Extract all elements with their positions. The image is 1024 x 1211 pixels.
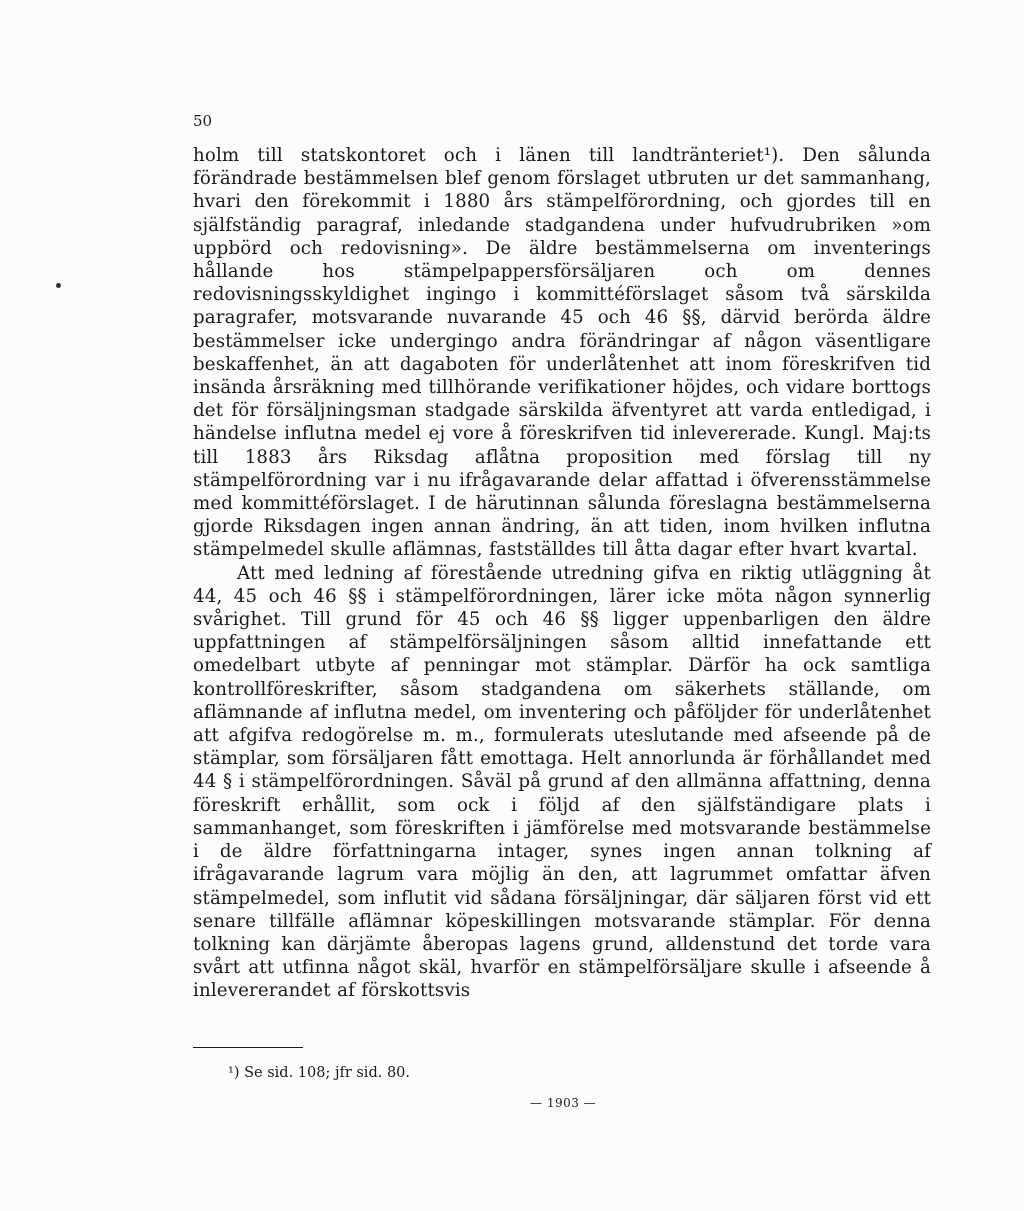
footnote-text: Se sid. 108; jfr sid. 80. — [244, 1065, 411, 1081]
paragraph-2: Att med ledning af förestående utredning gifva en riktig utläggning åt 44, 45 och 46 §§ i stämpelförordningen, lärer icke möta någon synnerlig svårighet. Till grund för 45 och 46 §§ ligger uppenbarligen den äldre uppfattningen af stämpelförsäljningen såsom alltid innefattande ett omedelbart utbyte af penningar mot stämplar. Därför ha ock samtliga kontrollföreskrifter, såsom stadgandena om säkerhets ställande, om aflämnande af influtna medel, om inventering och påföljder för underlåtenhet att afgifva redogörelse m. m., formulerats uteslutande med afseende på de stämplar, som försäljaren fått emottaga. Helt annorlunda är förhållandet med 44 § i stämpelförordningen. Såväl på grund af den allmänna affattning, denna föreskrift erhållit, som ock i följd af den själfständigare plats i sammanhanget, som föreskriften i jämförelse med motsvarande bestämmelse i de äldre författningarna intager, synes ingen annan tolkning af ifrågavarande lagrum vara möjlig än den, att lagrummet omfattar äfven stämpelmedel, som influtit vid sådana försäljningar, där säljaren först vid ett senare tillfälle aflämnar köpeskillingen motsvarande stämplar. För denna tolkning kan därjämte åberopas lagens grund, alldenstund det torde vara svårt att utfinna något skäl, hvarför en stämpelförsäljare skulle i afseende å inlevererandet af förskottsvis — [193, 562, 931, 1002]
margin-speck — [56, 283, 61, 288]
footnote-marker: ¹) — [228, 1065, 240, 1081]
footnote-divider — [193, 1047, 303, 1048]
printer-signature: — 1903 — — [530, 1096, 597, 1110]
footnote — [228, 1064, 410, 1082]
paragraph-1: holm till statskontoret och i länen till landtränteriet¹). Den sålunda förändrade bestämmelsen blef genom förslaget utbruten ur det sammanhang, hvari den förekommit i 1880 års stämpelförordning, och gjordes till en själfständig paragraf, inledande stadgandena under hufvudrubriken »om uppbörd och redovisning». De äldre bestämmelserna om inventerings hållande hos stämpelpappersförsäljaren och om dennes redovisningsskyldighet ingingo i kommittéförslaget såsom två särskilda paragrafer, motsvarande nuvarande 45 och 46 §§, därvid berörda äldre bestämmelser icke undergingo andra förändringar af någon väsentligare beskaffenhet, än att dagaboten för underlåtenhet att inom föreskrifven tid insända årsräkning med tillhörande verifikationer höjdes, och vidare borttogs det för försäljningsman stadgade särskilda äfventyret att varda entledigad, i händelse influtna medel ej vore å föreskrifven tid inlevererade. Kungl. Maj:ts till 1883 års Riksdag aflåtna proposition med förslag till ny stämpelförordning var i nu ifrågavarande delar affattad i öfverensstämmelse med kommittéförslaget. I de härutinnan sålunda föreslagna bestämmelserna gjorde Riksdagen ingen annan ändring, än att tiden, inom hvilken influtna stämpelmedel skulle aflämnas, fastställdes till åtta dagar efter hvart kvartal. — [193, 145, 931, 561]
body-text — [193, 144, 931, 1003]
page-number: 50 — [193, 112, 213, 130]
